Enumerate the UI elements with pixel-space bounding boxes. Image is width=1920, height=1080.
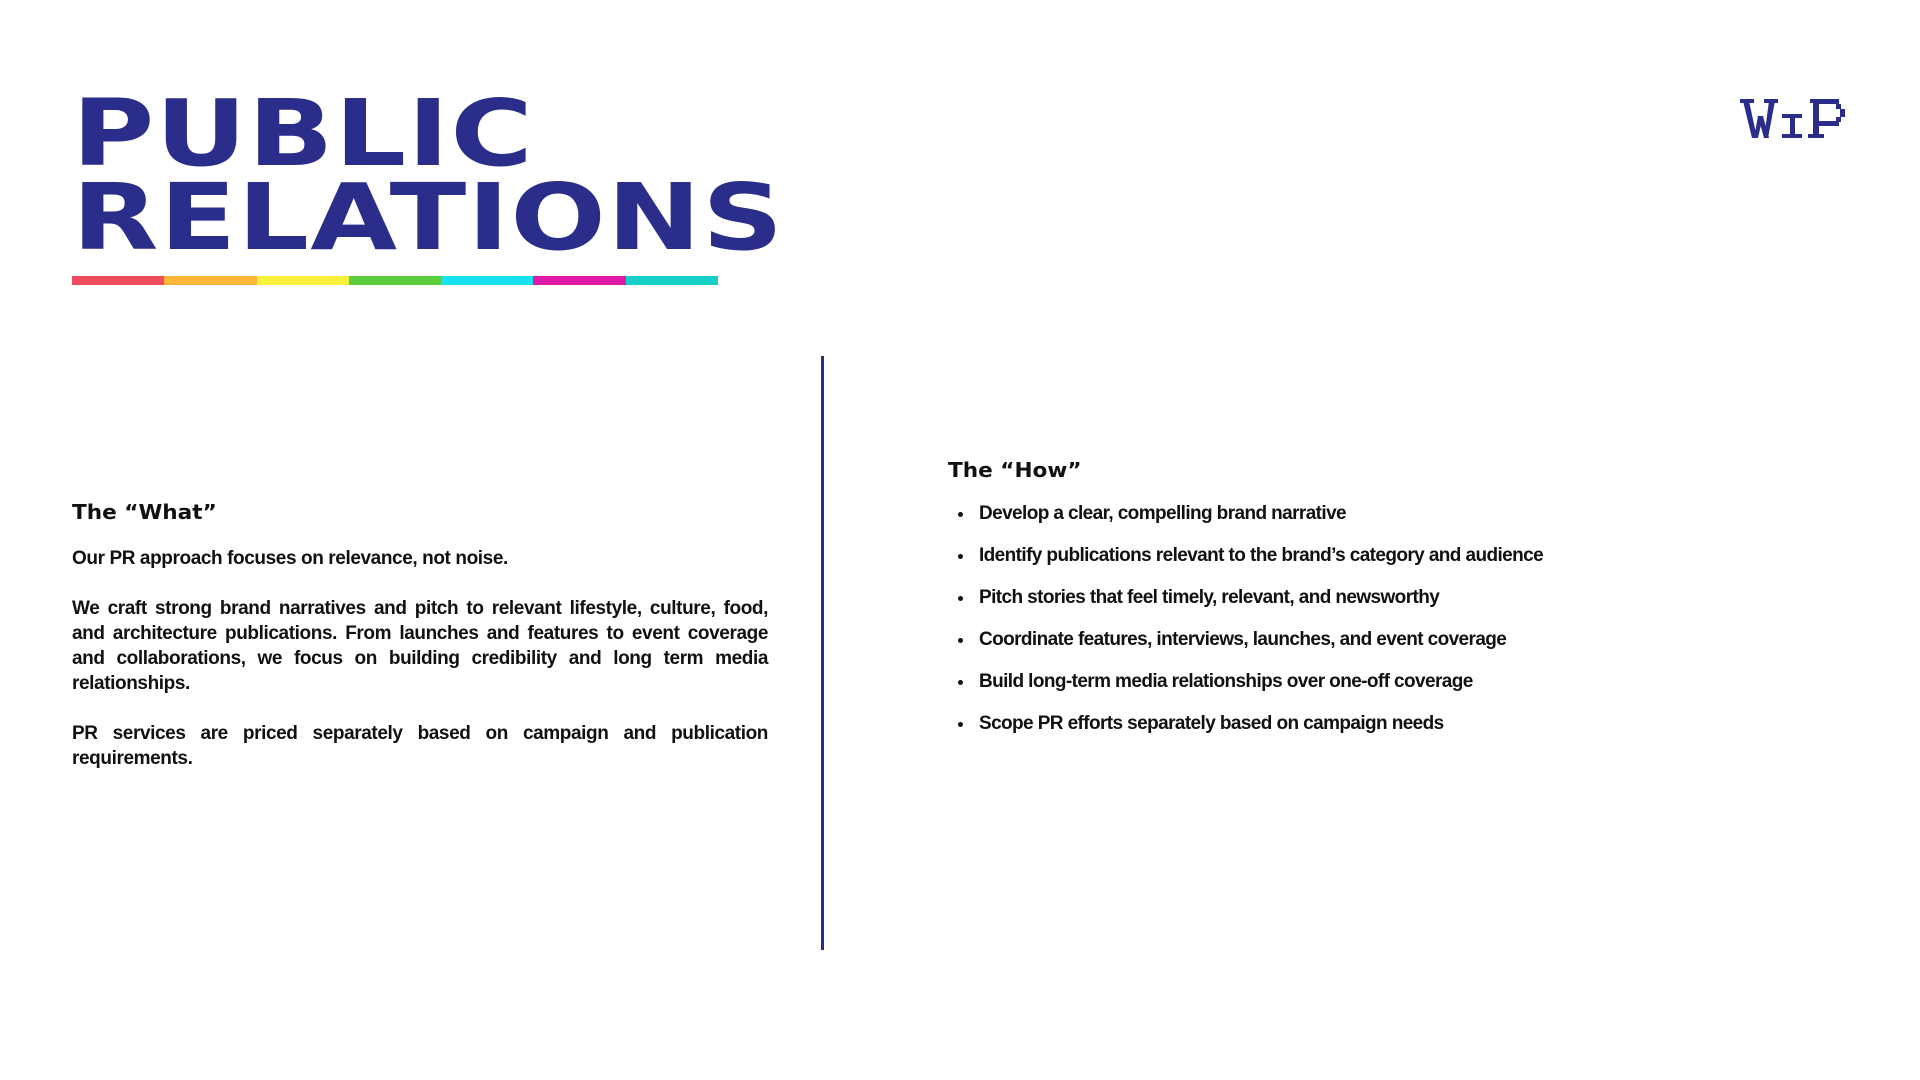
color-bar-segment-cyan [441, 276, 533, 285]
bullet-icon [958, 722, 963, 727]
list-item [948, 670, 1708, 694]
what-section [72, 500, 768, 771]
color-bar-segment-orange [164, 276, 256, 285]
color-bar-segment-magenta [533, 276, 625, 285]
title-color-bar [72, 276, 718, 285]
what-intro: Our PR approach focuses on relevance, not noise. [72, 548, 508, 569]
list-item-text: Pitch stories that feel timely, relevant, and newsworthy [979, 587, 1440, 608]
what-paragraph-2: PR services are priced separately based on campaign and publication requirements. [72, 723, 768, 769]
page-title-line-2: RELATIONS [72, 164, 785, 271]
color-bar-segment-red [72, 276, 164, 285]
color-bar-segment-yellow [257, 276, 349, 285]
bullet-icon [958, 638, 963, 643]
list-item-text: Identify publications relevant to the brand’s category and audience [979, 545, 1544, 566]
page-title [72, 80, 785, 271]
list-item [948, 544, 1708, 568]
list-item [948, 628, 1708, 652]
how-section [948, 458, 1708, 754]
list-item-text: Build long-term media relationships over one-off coverage [979, 671, 1473, 692]
list-item [948, 586, 1708, 610]
what-heading: The “What” [72, 500, 217, 524]
color-bar-segment-green [349, 276, 441, 285]
list-item [948, 712, 1708, 736]
page-title-line-1: PUBLIC [72, 80, 534, 187]
list-item-text: Scope PR efforts separately based on campaign needs [979, 713, 1444, 734]
color-bar-segment-teal [626, 276, 718, 285]
list-item-text: Develop a clear, compelling brand narrative [979, 503, 1347, 524]
bullet-icon [958, 680, 963, 685]
list-item-text: Coordinate features, interviews, launches, and event coverage [979, 629, 1507, 650]
how-heading: The “How” [948, 458, 1082, 482]
how-list [948, 502, 1708, 736]
wip-logo-icon [1740, 96, 1864, 148]
bullet-icon [958, 512, 963, 517]
wip-logo [1740, 96, 1864, 148]
bullet-icon [958, 596, 963, 601]
list-item [948, 502, 1708, 526]
column-divider [821, 356, 824, 950]
what-paragraph-1: We craft strong brand narratives and pitch to relevant lifestyle, culture, food, and architecture publications. From launches and features to event coverage and collaborations, we focus on building credibility and long term media relationships. [72, 598, 768, 694]
bullet-icon [958, 554, 963, 559]
